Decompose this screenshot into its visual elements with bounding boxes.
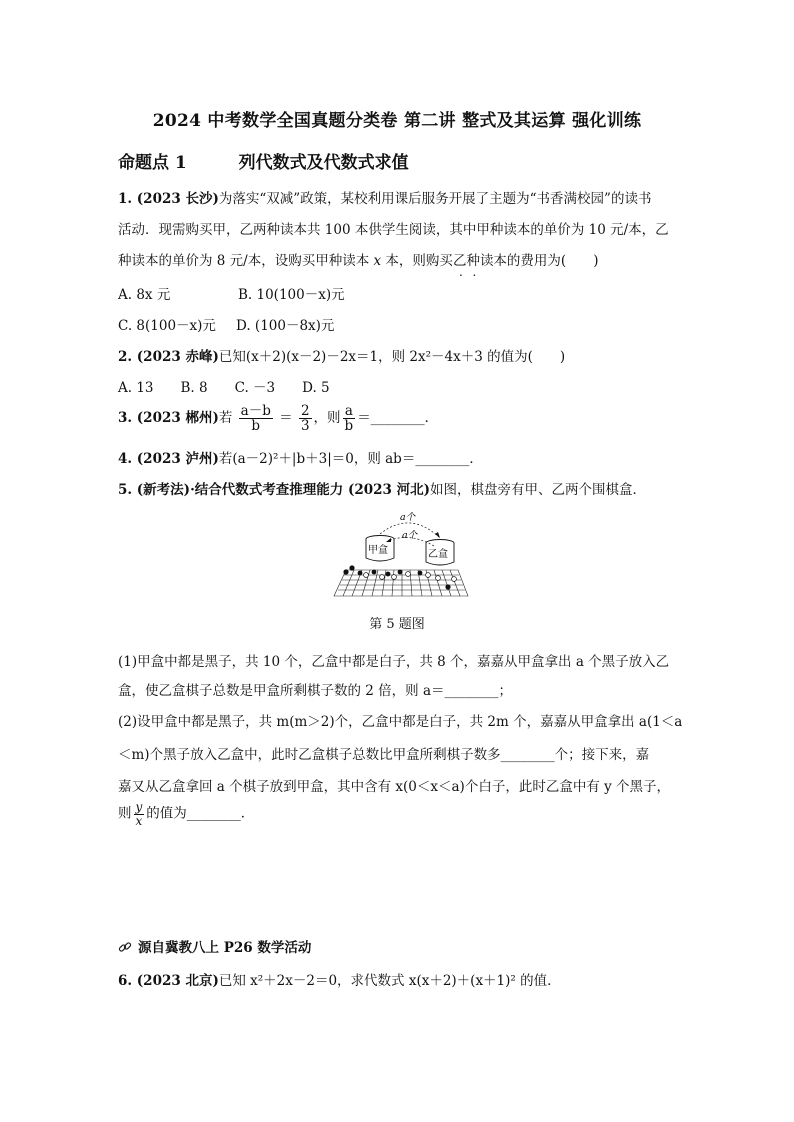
q2-text: 已知(x＋2)(x－2)－2x＝1，则 2x²－4x＋3 的值为( ) — [218, 349, 566, 365]
q1-option-c: C. 8(100－x)元 — [118, 318, 216, 334]
q5-part1-line-2: 盒，使乙盒棋子总数是甲盒所剩棋子数的 2 倍，则 a＝________； — [118, 683, 513, 699]
q1-emphasis-1: 乙 — [452, 253, 467, 269]
q5-denominator-x: x — [135, 813, 143, 828]
q1-line-3 — [118, 249, 598, 269]
q4-text: 若(a－2)²＋|b＋3|＝0，则 ab＝________． — [218, 451, 483, 467]
q5-fraction-yx — [134, 801, 145, 827]
source-text: 源自冀教八上 P26 数学活动 — [138, 940, 312, 956]
q1-text-3a: 种读本的单价为 8 元/本，设购买甲种读本 — [118, 253, 374, 269]
q5-part2-post: 的值为________． — [146, 805, 255, 822]
q3-numerator-1: a－b — [240, 403, 271, 419]
q1-var-x: x — [373, 253, 382, 269]
arrow-bottom-label: a个 — [402, 530, 418, 541]
q3-denominator-3: b — [344, 418, 354, 435]
q2-label: 2. (2023 赤峰) — [118, 349, 219, 365]
q1-text-1: 为落实“双减”政策，某校利用课后服务开展了主题为“书香满校园”的读书 — [218, 191, 652, 207]
box-left-label: 甲盒 — [368, 545, 388, 556]
q1-option-b: B. 10(100－x)元 — [238, 287, 345, 303]
q4-label: 4. (2023 泸州) — [118, 451, 219, 467]
q3-fraction-1 — [239, 404, 273, 433]
q3-line — [118, 404, 438, 433]
q1-line-1 — [118, 187, 651, 207]
q1-emphasis-2: 种 — [466, 253, 480, 269]
q1-option-a: A. 8x 元 — [118, 287, 171, 303]
section-number: 命题点 1 — [118, 153, 187, 173]
q3-mid: ，则 — [313, 410, 341, 427]
box-right-label: 乙盒 — [428, 549, 448, 560]
q3-denominator-2: 3 — [300, 418, 310, 435]
q1-label: 1. (2023 长沙) — [118, 191, 219, 207]
q2-options: A. 13 B. 8 C. －3 D. 5 — [118, 380, 330, 396]
section-title: 列代数式及代数式求值 — [238, 153, 409, 173]
q3-pre: 若 — [218, 410, 233, 427]
q1-line-2: 活动．现需购买甲，乙两种读本共 100 本供学生阅读，其中甲种读本的单价为 10 元/本，乙 — [118, 222, 669, 238]
q5-part2-line-4 — [118, 801, 254, 827]
q1-text-3b: 本，则购买 — [381, 253, 453, 269]
q6-line — [118, 969, 561, 989]
q5-part2-pre: 则 — [118, 805, 132, 822]
q3-equals: ＝ — [279, 410, 293, 427]
q5-part2-line-3: 嘉又从乙盒拿回 a 个棋子放到甲盒，其中含有 x(0＜x＜a)个白子，此时乙盒中有 y 个黑子， — [118, 779, 671, 795]
q5-numerator-y: y — [135, 800, 143, 814]
link-icon — [118, 940, 132, 958]
q2-line — [118, 345, 565, 365]
figure-caption: 第 5 题图 — [369, 617, 425, 632]
q3-fraction-2 — [299, 404, 312, 433]
q5-part1-line-1: (1)甲盒中都是黑子，共 10 个，乙盒中都是白子，共 8 个，嘉嘉从甲盒拿出 a 个黑子放入乙 — [118, 654, 670, 670]
section-heading — [118, 148, 409, 173]
q5-label: 5. (新考法)·结合代数式考查推理能力 (2023 河北) — [118, 482, 431, 498]
go-board-figure — [330, 506, 470, 598]
q4-line — [118, 447, 483, 467]
q6-label: 6. (2023 北京) — [118, 973, 219, 989]
q5-part2-line-1: (2)设甲盒中都是黑子，共 m(m＞2)个，乙盒中都是白子，共 2m 个，嘉嘉从甲盒拿出 a(1＜a — [118, 714, 683, 730]
source-note — [118, 936, 311, 958]
q3-label: 3. (2023 郴州) — [118, 410, 219, 427]
q5-part2-line-2: ＜m)个黑子放入乙盒中，此时乙盒棋子总数比甲盒所剩棋子数多________个；接下来，嘉 — [118, 747, 650, 763]
q1-text-3e: 读本的费用为( ) — [479, 253, 599, 269]
q5-line — [118, 478, 646, 498]
document-title: 2024 中考数学全国真题分类卷 第二讲 整式及其运算 强化训练 — [152, 111, 642, 131]
q6-text: 已知 x²＋2x－2＝0，求代数式 x(x＋2)＋(x＋1)² 的值． — [218, 973, 561, 989]
q5-text: 如图，棋盘旁有甲、乙两个围棋盒． — [430, 482, 647, 498]
q1-option-d: D. (100－8x)元 — [236, 318, 335, 334]
q3-numerator-2: 2 — [300, 403, 310, 419]
q3-denominator-1: b — [251, 418, 261, 435]
q3-post: ＝________． — [357, 410, 439, 427]
arrow-top-label: a个 — [400, 512, 416, 523]
q3-numerator-3: a — [343, 404, 356, 419]
q3-fraction-3 — [343, 404, 356, 433]
